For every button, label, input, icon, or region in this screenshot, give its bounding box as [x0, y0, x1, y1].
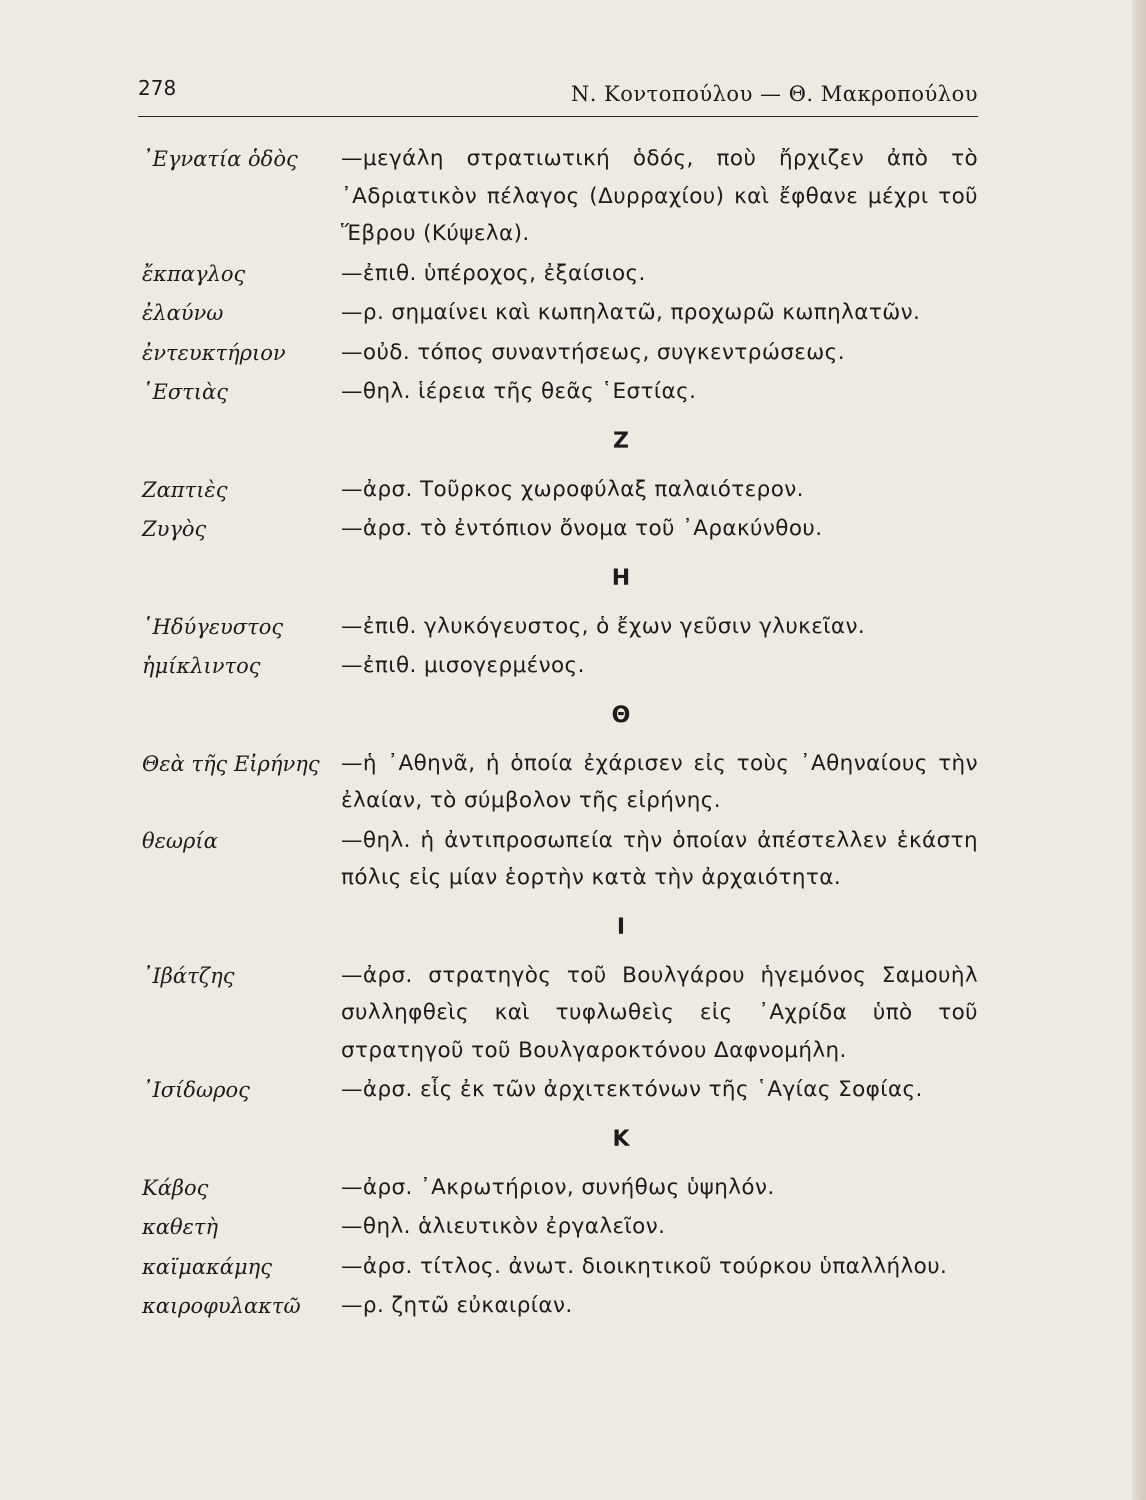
- entry-term: Ζυγὸς: [142, 517, 207, 541]
- glossary-entry: [138, 510, 978, 548]
- section-letter: Ι: [616, 914, 626, 940]
- entry-definition: —ἀρσ. ᾿Ακρωτήριον, συνήθως ὑψηλόν.: [341, 1174, 775, 1200]
- entry-term: Ζαπτιὲς: [142, 477, 228, 502]
- entry-definition: —ἀρσ. τὸ ἐντόπιον ὄνομα τοῦ ᾿Αρακύνθου.: [341, 516, 823, 541]
- section-letter: Ζ: [613, 428, 629, 454]
- glossary-entry: [138, 1169, 978, 1207]
- glossary-entry: [138, 1287, 978, 1325]
- glossary-entry: [138, 1208, 978, 1246]
- entry-term: ᾿Ισίδωρος: [142, 1078, 250, 1102]
- glossary-entry: [138, 1071, 978, 1109]
- glossary-entry: [138, 140, 978, 253]
- header-rule: [138, 116, 978, 117]
- glossary-entry: [138, 608, 978, 646]
- glossary-entry: [138, 745, 978, 820]
- entry-definition: —θηλ. ἁλιευτικὸν ἐργαλεῖον.: [341, 1214, 666, 1239]
- glossary-entry: [138, 255, 978, 293]
- glossary-entry: [138, 1248, 978, 1286]
- entry-term: ῾Ηδύγευστος: [142, 614, 284, 639]
- glossary-entry: [138, 957, 978, 1070]
- section-letter: Η: [611, 565, 631, 591]
- entry-term: ἐντευκτήριον: [142, 340, 286, 365]
- entry-definition: —ρ. ζητῶ εὐκαιρίαν.: [341, 1293, 573, 1318]
- entry-term: Κάβος: [142, 1175, 209, 1200]
- glossary-entry: [138, 294, 978, 332]
- entry-term: ἡμίκλιντος: [142, 654, 261, 678]
- entry-term: ῾Εστιὰς: [142, 380, 228, 404]
- entry-definition: —ἐπιθ. μισογερμένος.: [341, 653, 585, 678]
- section-letter: Θ: [611, 702, 631, 728]
- entry-term: ἐλαύνω: [142, 301, 224, 325]
- entry-term: καϊμακάμης: [142, 1254, 272, 1279]
- entry-definition: —ρ. σημαίνει καὶ κωπηλατῶ, προχωρῶ κωπηλατῶν.: [341, 300, 921, 325]
- glossary-entry: [138, 822, 978, 897]
- entry-term: Θεὰ τῆς Εἰρήνης: [142, 751, 320, 776]
- page-edge: [1132, 0, 1146, 1500]
- glossary-entry: [138, 334, 978, 372]
- entry-term: ᾿Ιβάτζης: [142, 963, 235, 988]
- entry-definition: —μεγάλη στρατιωτική ὁδός, ποὺ ἤρχιζεν ἀπὸ τὸ ᾿Αδριατικὸν πέλαγος (Δυρραχίου) καὶ ἔφθανε μέχρι τοῦ Ἕβρου (Κύψελα).: [341, 146, 978, 246]
- entry-definition: —ἀρσ. εἷς ἐκ τῶν ἀρχιτεκτόνων τῆς ῾Αγίας Σοφίας.: [341, 1077, 923, 1102]
- entry-definition: —ἐπιθ. ὑπέροχος, ἐξαίσιος.: [341, 260, 646, 286]
- glossary-entry: [138, 471, 978, 509]
- running-head: Ν. Κοντοπούλου — Θ. Μακροπούλου: [570, 82, 978, 106]
- entry-definition: —ἡ ᾿Αθηνᾶ, ἡ ὁποία ἐχάρισεν εἰς τοὺς ᾿Αθηναίους τὴν ἐλαίαν, τὸ σύμβολον τῆς εἰρήνης.: [341, 750, 978, 813]
- entry-definition: —θηλ. ἱέρεια τῆς θεᾶς ῾Εστίας.: [341, 379, 697, 404]
- entry-definition: —θηλ. ἡ ἀντιπροσωπεία τὴν ὁποίαν ἀπέστελλεν ἑκάστη πόλις εἰς μίαν ἑορτὴν κατὰ τὴν ἀρχαιότητα.: [341, 827, 978, 890]
- entry-definition: —ἀρσ. Τοῦρκος χωροφύλαξ παλαιότερον.: [341, 476, 804, 502]
- section-letter: Κ: [612, 1126, 630, 1152]
- glossary: [138, 140, 978, 1327]
- entry-term: καιροφυλακτῶ: [142, 1294, 301, 1318]
- entry-term: ᾿Εγνατία ὁδὸς: [142, 147, 298, 171]
- entry-definition: —ἐπιθ. γλυκόγευστος, ὁ ἔχων γεῦσιν γλυκεῖαν.: [341, 613, 866, 639]
- entry-term: καθετὴ: [142, 1215, 219, 1239]
- page-number: 278: [138, 76, 177, 100]
- glossary-entry: [138, 647, 978, 685]
- entry-definition: —οὐδ. τόπος συναντήσεως, συγκεντρώσεως.: [341, 339, 845, 365]
- glossary-entry: [138, 373, 978, 411]
- entry-term: ἔκπαγλος: [142, 261, 246, 286]
- entry-definition: —ἀρσ. τίτλος. ἀνωτ. διοικητικοῦ τούρκου ὑπαλλήλου.: [341, 1253, 948, 1279]
- entry-definition: —ἀρσ. στρατηγὸς τοῦ Βουλγάρου ἡγεμόνος Σαμουὴλ συλληφθεὶς καὶ τυφλωθεὶς εἰς ᾿Αχρίδα ὑπὸ τοῦ στρατηγοῦ τοῦ Βουλγαροκτόνου Δαφνομήλη.: [341, 962, 978, 1063]
- entry-term: θεωρία: [142, 828, 218, 853]
